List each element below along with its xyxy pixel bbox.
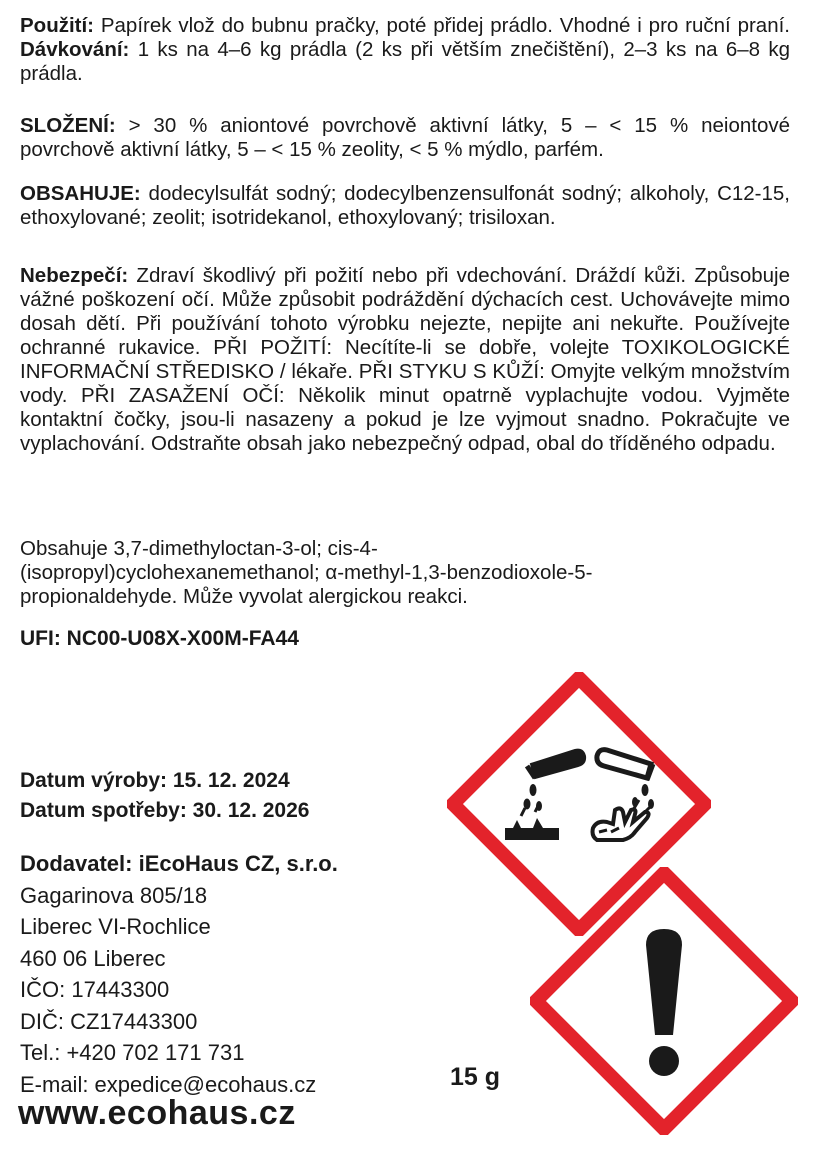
- supplier-email: E-mail: expedice@ecohaus.cz: [20, 1071, 317, 1097]
- composition-label: SLOŽENÍ:: [20, 114, 116, 137]
- supplier-city: 460 06 Liberec: [20, 945, 166, 971]
- production-date: Datum výroby: 15. 12. 2024: [20, 769, 290, 792]
- supplier-phone: Tel.: +420 702 171 731: [20, 1040, 245, 1065]
- composition-section: [20, 114, 790, 162]
- composition-text: > 30 % aniontové povrchově aktivní látky, 5 – < 15 % neiontové povrchově aktivní látky, 5 – < 15 % zeolity, < 5 % mýdlo, parfém.: [20, 114, 790, 161]
- supplier-district: Liberec VI-Rochlice: [20, 914, 211, 939]
- contains-label: OBSAHUJE:: [20, 182, 141, 205]
- hazard-label: Nebezpečí:: [20, 264, 129, 287]
- contains-text: dodecylsulfát sodný; dodecylbenzensulfonát sodný; alkoholy, C12-15, ethoxylované; zeolit; isotridekanol, ethoxylovaný; trisiloxan.: [20, 182, 790, 229]
- supplier-street: Gagarinova 805/18: [20, 882, 208, 908]
- dates-block: [20, 766, 309, 826]
- exclamation-mark-icon: [530, 867, 798, 1135]
- usage-section: [20, 14, 790, 86]
- website-url: www.ecohaus.cz: [18, 1094, 296, 1132]
- allergen-line: (isopropyl)cyclohexanemethanol; α-methyl-1,3-benzodioxole-5-: [20, 561, 593, 584]
- ufi-code: UFI: NC00-U08X-X00M-FA44: [20, 627, 299, 650]
- supplier-name: Dodavatel: iEcoHaus CZ, s.r.o.: [20, 851, 338, 876]
- supplier-block: [20, 848, 338, 1100]
- allergen-line: propionaldehyde. Může vyvolat alergickou reakci.: [20, 585, 468, 608]
- hazard-section: [20, 264, 790, 456]
- usage-label: Použití:: [20, 14, 95, 37]
- exclamation-dot: [649, 1046, 679, 1076]
- supplier-dic: DIČ: CZ17443300: [20, 1008, 198, 1034]
- net-weight: 15 g: [450, 1063, 501, 1091]
- supplier-ico: IČO: 17443300: [20, 977, 170, 1002]
- dosage-text: 1 ks na 4–6 kg prádla (2 ks při větším znečištění), 2–3 ks na 6–8 kg prádla.: [20, 38, 790, 85]
- usage-text: Papírek vlož do bubnu pračky, poté přidej prádlo. Vhodné i pro ruční praní.: [100, 14, 790, 37]
- allergen-line: Obsahuje 3,7-dimethyloctan-3-ol; cis-4-: [20, 537, 378, 560]
- expiry-date: Datum spotřeby: 30. 12. 2026: [20, 799, 310, 822]
- hazard-text: Zdraví škodlivý při požití nebo při vdechování. Dráždí kůži. Způsobuje vážné poškození očí. Může způsobit podráždění dýchacích cest. Uchovávejte mimo dosah dětí. Při používání tohoto výrobku nejezte, nepijte ani nekuřte. Používejte ochranné rukavice. PŘI POŽITÍ: Necítíte-li se dobře, volejte TOXIKOLOGICKÉ INFORMAČNÍ STŘEDISKO / lékaře. PŘI STYKU S KŮŽÍ: Omyjte velkým množstvím vody. PŘI ZASAŽENÍ OČÍ: Několik minut opatrně vyplachujte vodou. Vyjměte kontaktní čočky, jsou-li nasazeny a pokud je lze vyjmout snadno. Pokračujte ve vyplachování. Odstraňte obsah jako nebezpečný odpad, obal do tříděného odpadu.: [20, 264, 790, 455]
- allergen-notice: [20, 537, 790, 609]
- contains-section: [20, 182, 790, 230]
- dosage-label: Dávkování:: [20, 38, 130, 61]
